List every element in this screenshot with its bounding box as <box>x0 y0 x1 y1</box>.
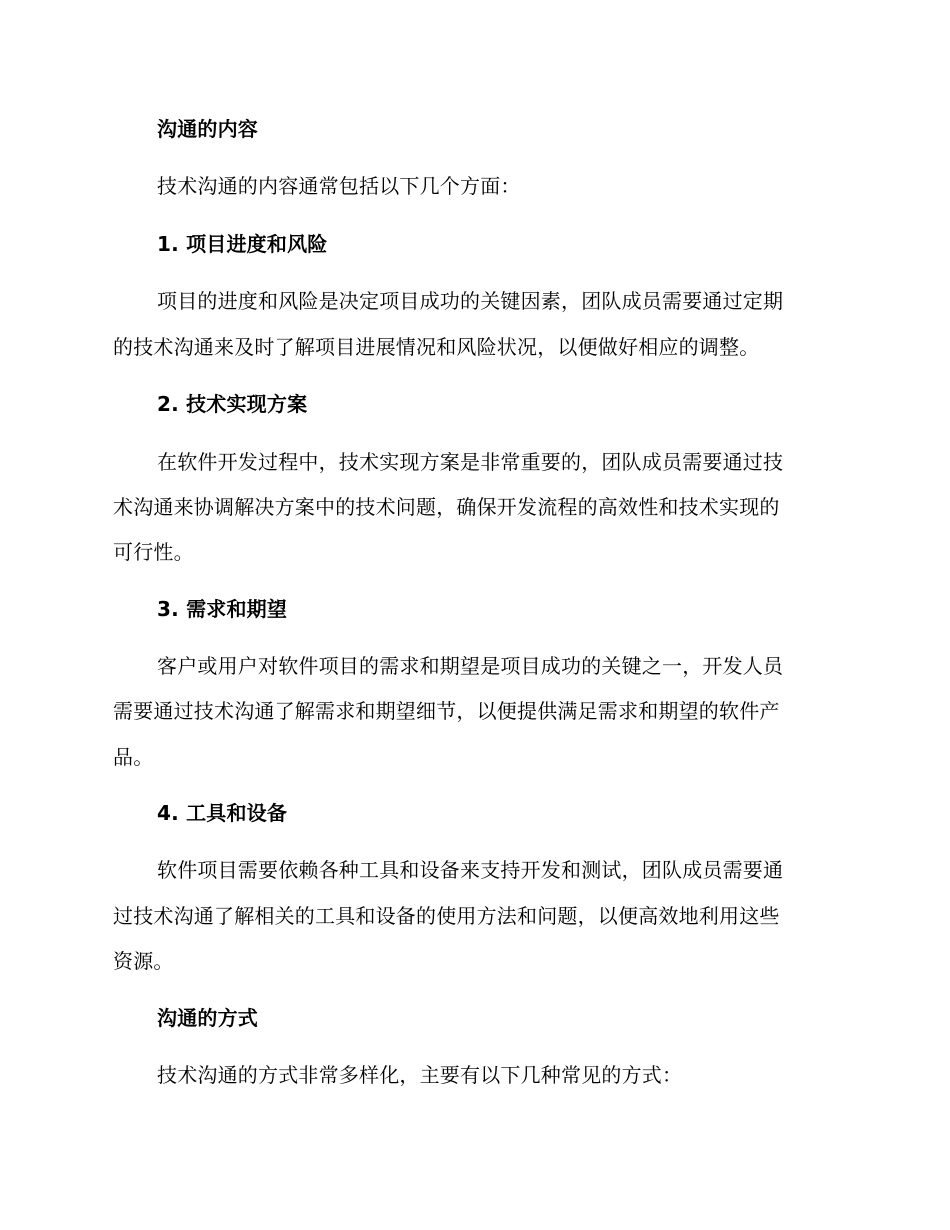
section-heading-content: 沟通的内容 <box>157 117 258 141</box>
item-3-line-1: 客户或用户对软件项目的需求和期望是项目成功的关键之一，开发人员 <box>157 654 784 678</box>
item-2-line-2: 术沟通来协调解决方案中的技术问题，确保开发流程的高效性和技术实现的 <box>113 495 780 519</box>
item-1-line-1: 项目的进度和风险是决定项目成功的关键因素，团队成员需要通过定期 <box>157 289 784 313</box>
item-4-line-2: 过技术沟通了解相关的工具和设备的使用方法和问题，以便高效地利用这些 <box>113 904 780 928</box>
item-2-line-1: 在软件开发过程中，技术实现方案是非常重要的，团队成员需要通过技 <box>157 450 784 474</box>
item-heading-3: 3. 需求和期望 <box>157 597 288 621</box>
item-2-line-3: 可行性。 <box>113 540 194 564</box>
item-4-line-3: 资源。 <box>113 949 174 973</box>
item-3-line-3: 品。 <box>113 745 154 769</box>
item-3-line-2: 需要通过技术沟通了解需求和期望细节，以便提供满足需求和期望的软件产 <box>113 699 780 723</box>
section-intro-content: 技术沟通的内容通常包括以下几个方面： <box>157 174 521 198</box>
item-heading-4: 4. 工具和设备 <box>157 801 288 825</box>
item-4-line-1: 软件项目需要依赖各种工具和设备来支持开发和测试，团队成员需要通 <box>157 858 784 882</box>
item-heading-1: 1. 项目进度和风险 <box>157 232 328 256</box>
section-heading-methods: 沟通的方式 <box>157 1006 258 1030</box>
section-intro-methods: 技术沟通的方式非常多样化，主要有以下几种常见的方式： <box>157 1063 683 1087</box>
item-heading-2: 2. 技术实现方案 <box>157 392 308 416</box>
item-1-line-2: 的技术沟通来及时了解项目进展情况和风险状况，以便做好相应的调整。 <box>113 335 760 359</box>
